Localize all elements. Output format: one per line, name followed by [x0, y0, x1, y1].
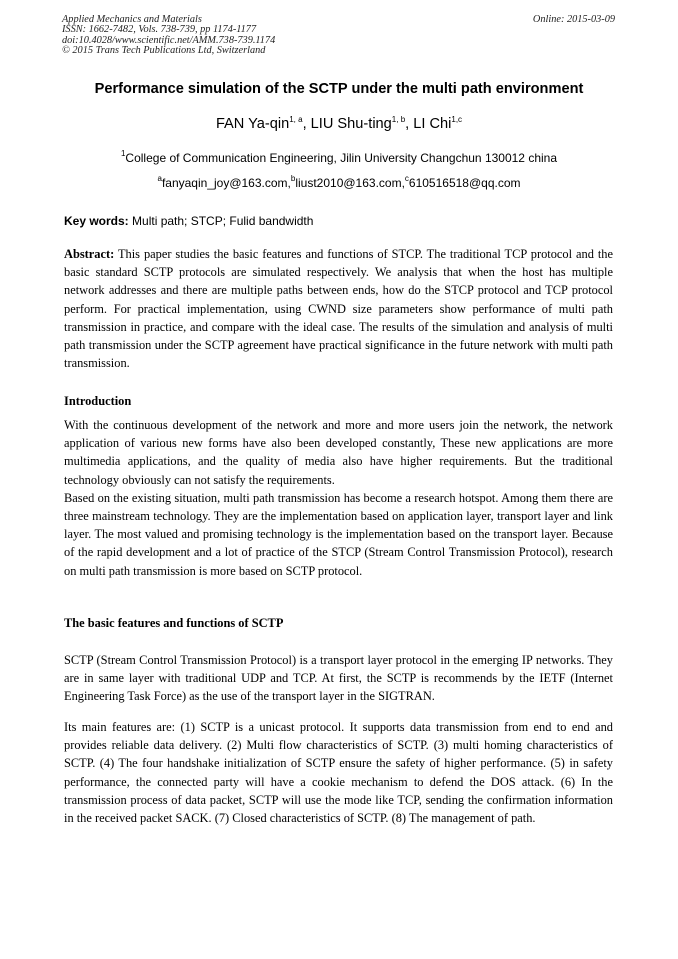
email-address: fanyaqin_joy@163.com,: [161, 176, 291, 190]
abstract: [64, 245, 613, 372]
keywords: [64, 214, 313, 228]
online-date: Online: 2015-03-09: [532, 14, 615, 25]
author-list: [0, 116, 678, 132]
introduction-body: [64, 416, 613, 580]
author-separator: ,: [302, 116, 311, 132]
author-name: LIU Shu-ting: [310, 116, 392, 132]
email-mark: c: [404, 174, 409, 183]
affiliation-text: College of Communication Engineering, Jilin University Changchun 130012 china: [125, 151, 558, 165]
author-separator: ,: [405, 116, 414, 132]
keywords-label: Key words:: [64, 214, 129, 228]
email-mark: b: [290, 174, 296, 183]
author-affiliation-mark: 1, b: [391, 115, 406, 124]
keywords-text: Multi path; STCP; Fulid bandwidth: [128, 214, 314, 228]
sctp-paragraph-1: [64, 651, 613, 706]
affiliation-mark: 1: [120, 149, 126, 158]
email-address: liust2010@163.com,: [295, 176, 405, 190]
doi-line: doi:10.4028/www.scientific.net/AMM.738-739.1174: [62, 34, 276, 46]
email-mark: a: [157, 174, 162, 183]
paragraph: SCTP (Stream Control Transmission Protocol) is a transport layer protocol in the emerging IP networks. They are in same layer with traditional UDP and TCP. At first, the SCTP is recommends by the IETF (Internet Engineering Task Force) as the use of the transport layer in the SIGTRAN.: [64, 653, 613, 704]
issn-line: ISSN: 1662-7482, Vols. 738-739, pp 1174-1177: [62, 24, 257, 36]
abstract-text: This paper studies the basic features and functions of STCP. The traditional TCP protocol and the basic standard SCTP protocols are simulated respectively. We analysis that when the host has multiple network addresses and there are multiple paths between ends, how do the STCP protocol and TCP protocol perform. For practical implementation, using CWND size parameters show performance of multi path transmission in practice, and compare with the ideal case. The results of the simulation and analysis of multi path transmission under the SCTP agreement have practical significance in the future network with multi path transmission.: [64, 247, 613, 371]
affiliation: [0, 151, 678, 165]
email-address: 610516518@qq.com: [408, 176, 521, 190]
author-affiliation-mark: 1,c: [451, 115, 463, 124]
email-list: [0, 176, 678, 190]
sctp-paragraph-2: [64, 718, 613, 827]
journal-header: [62, 15, 615, 56]
paragraph: Based on the existing situation, multi path transmission has become a research hotspot. Among them there are three mainstream technology. They are the implementation based on application layer, transport layer and link layer. The most valued and promising technology is the implementation based on the transport layer. Because of the rapid development and a lot of practice of the STCP (Stream Control Transmission Protocol), research on multi path transmission is more based on SCTP protocol.: [64, 490, 613, 578]
introduction-heading: Introduction: [64, 394, 132, 408]
journal-name: Applied Mechanics and Materials: [62, 14, 202, 25]
abstract-label: Abstract:: [64, 247, 115, 261]
paragraph: Its main features are: (1) SCTP is a unicast protocol. It supports data transmission from end to end and provides reliable data delivery. (2) Multi flow characteristics of SCTP. (3) multi homing characteristics of SCTP. (4) The four handshake initialization of SCTP ensure the safety of higher performance. (5) in safety performance, the connected party will have a cookie mechanism to defend the DOS attack. (6) In the transmission process of data packet, SCTP will use the mode like TCP, sending the confirmation information in the received packet SACK. (7) Closed characteristics of SCTP. (8) The management of path.: [64, 720, 613, 826]
copyright-line: © 2015 Trans Tech Publications Ltd, Switzerland: [62, 44, 266, 56]
author-name: FAN Ya-qin: [215, 116, 290, 132]
paragraph: With the continuous development of the network and more and more users join the network, the network application of various new forms have also been developed constantly, These new applications are more multimedia applications, and the quality of media also have higher requirements. But the traditional technology obviously can not satisfy the requirements.: [64, 418, 613, 487]
sctp-section-heading: The basic features and functions of SCTP: [64, 616, 284, 630]
author-affiliation-mark: 1, a: [289, 115, 303, 124]
paper-title: Performance simulation of the SCTP under the multi path environment: [94, 81, 584, 97]
author-name: LI Chi: [413, 116, 452, 132]
